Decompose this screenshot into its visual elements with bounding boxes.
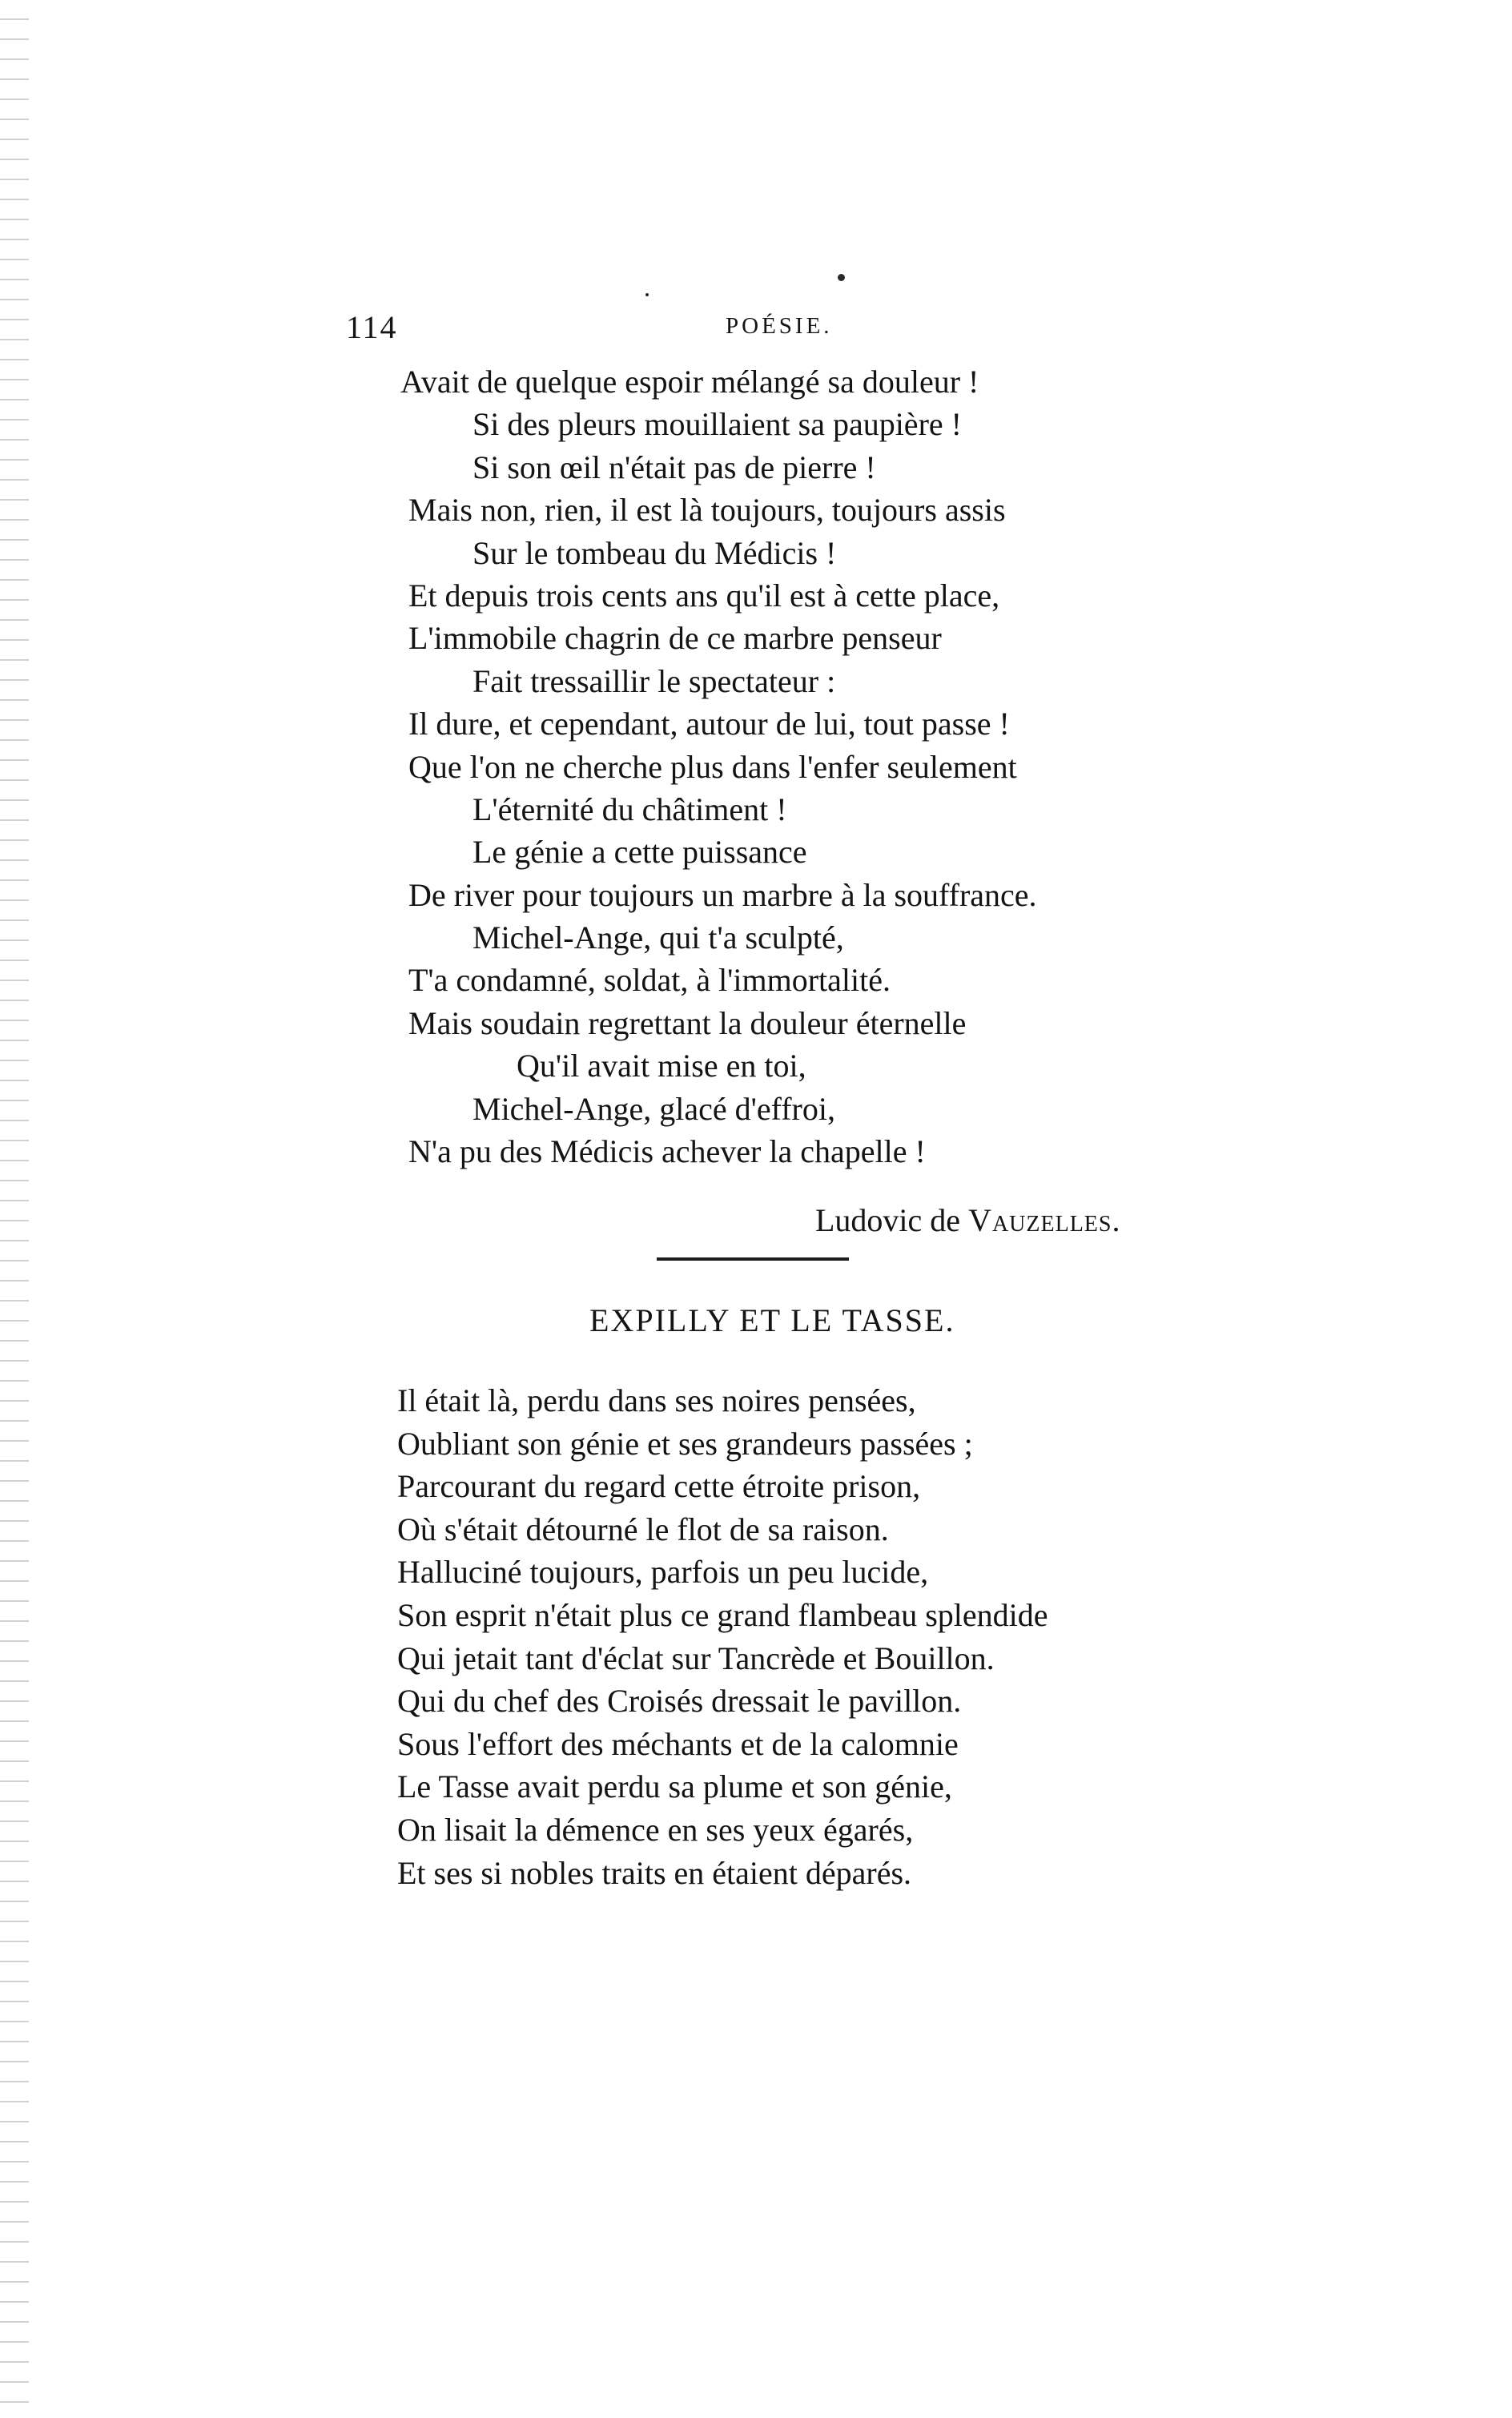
verse-line: Où s'était détourné le flot de sa raison. [397,1511,889,1547]
verse-line: Oubliant son génie et ses grandeurs passées ; [397,1425,973,1462]
poem-title: EXPILLY ET LE TASSE. [589,1302,955,1338]
verse-line: Et depuis trois cents ans qu'il est à cette place, [408,577,1000,614]
verse-line: Halluciné toujours, parfois un peu lucide, [397,1554,929,1591]
verse-line: L'éternité du châtiment ! [472,791,787,827]
ink-speck [645,293,649,296]
verse-line: Qui jetait tant d'éclat sur Tancrède et Bouillon. [397,1639,995,1676]
verse-line: Et ses si nobles traits en étaient déparés. [397,1854,912,1891]
verse-line: Sous l'effort des méchants et de la calomnie [397,1725,959,1762]
verse-line: Fait tressaillir le spectateur : [472,662,836,699]
verse-line: Michel-Ange, glacé d'effroi, [472,1090,835,1127]
verse-line: Qui du chef des Croisés dressait le pavillon. [397,1683,962,1720]
section-divider [657,1257,849,1261]
verse-line: L'immobile chagrin de ce marbre penseur [408,620,942,657]
verse-line: Avait de quelque espoir mélangé sa douleur ! [400,364,979,400]
verse-line: Parcourant du regard cette étroite prison, [397,1468,921,1505]
verse-line: Mais non, rien, il est là toujours, toujours assis [408,492,1006,529]
verse-line: Mais soudain regrettant la douleur éternelle [408,1004,967,1041]
verse-line: On lisait la démence en ses yeux égarés, [397,1811,914,1848]
verse-line: Si son œil n'était pas de pierre ! [472,449,876,485]
verse-line: Michel-Ange, qui t'a sculpté, [472,919,844,956]
page-edge-shadow [0,0,29,2418]
verse-line: Sur le tombeau du Médicis ! [472,534,837,571]
author-signature [815,1201,1120,1239]
page-header [346,308,1187,348]
verse-line: Le génie a cette puissance [472,834,807,871]
verse-line: Il dure, et cependant, autour de lui, tout passe ! [408,706,1010,742]
verse-line: Il était là, perdu dans ses noires pensées, [397,1382,916,1418]
verse-line: Si des pleurs mouillaient sa paupière ! [472,406,962,443]
verse-line: Que l'on ne cherche plus dans l'enfer seulement [408,748,1017,785]
verse-line: N'a pu des Médicis achever la chapelle ! [408,1133,926,1170]
page-number: 114 [346,309,398,345]
poem-body [397,1379,1048,1894]
verse-line: Son esprit n'était plus ce grand flambeau splendide [397,1596,1048,1633]
signature-surname: Vauzelles. [968,1202,1121,1238]
signature-given-name: Ludovic de [815,1202,961,1238]
verse-line: Qu'il avait mise en toi, [517,1048,806,1084]
verse-line: Le Tasse avait perdu sa plume et son génie, [397,1768,952,1805]
poem-continuation [400,360,1037,1173]
running-title: POÉSIE. [726,313,833,339]
verse-line: De river pour toujours un marbre à la souffrance. [408,876,1037,913]
ink-speck [838,274,845,281]
verse-line: T'a condamné, soldat, à l'immortalité. [408,962,891,999]
